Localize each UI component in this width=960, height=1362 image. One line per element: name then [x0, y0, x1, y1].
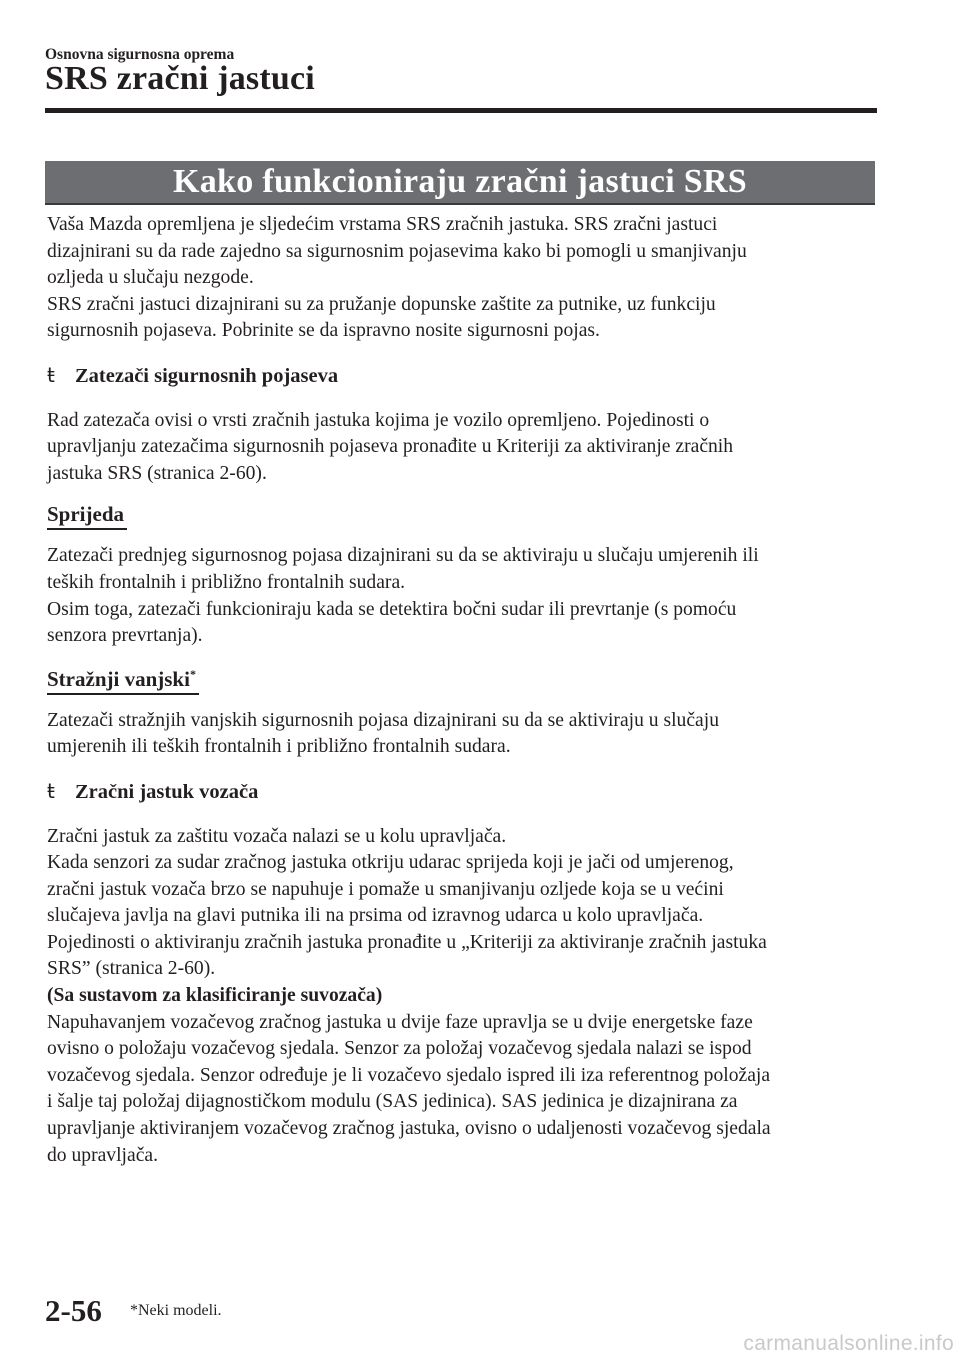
text-line: Vaša Mazda opremljena je sljedećim vrstama SRS zračnih jastuka. SRS zračni jastuci — [47, 214, 718, 235]
page-number: 2-56 — [45, 1293, 102, 1328]
subheading-text: Sprijeda — [47, 501, 127, 530]
text-line: SRS zračni jastuci dizajnirani su za pružanje dopunske zaštite za putnike, uz funkciju — [47, 293, 716, 315]
text-line: Kada senzori za sudar zračnog jastuka otkriju udarac sprijeda koji je jači od umjerenog, — [47, 852, 734, 874]
footnote: *Neki modeli. — [130, 1302, 222, 1319]
text-line: jastuka SRS (stranica 2-60). — [47, 462, 267, 484]
banner-title: Kako funkcioniraju zračni jastuci SRS — [172, 163, 748, 200]
content — [47, 212, 882, 1169]
pretensioner-paragraph — [47, 408, 882, 488]
text-line: SRS” (stranica 2-60). — [47, 958, 216, 980]
text-line: Osim toga, zatezači funkcioniraju kada se detektira bočni sudar ili prevrtanje (s pomoću — [47, 598, 737, 620]
driver-airbag-heading — [47, 778, 882, 806]
text-line: dizajnirani su da rade zajedno sa sigurnosnim pojasevima kako bi pomogli u smanjivanju — [47, 240, 747, 262]
front-paragraph — [47, 543, 882, 649]
page-title: SRS zračni jastuci — [45, 60, 315, 97]
subheading-rear-outboard — [47, 666, 882, 695]
text-line: upravljanju zatezačima sigurnosnih pojaseva pronađite u Kriteriji za aktiviranje zračnih — [47, 436, 734, 458]
text-line: ovisno o položaju vozačevog sjedala. Senzor za položaj vozačevog sjedala nalazi se ispod — [47, 1038, 752, 1060]
text-line: teških frontalnih i približno frontalnih sudara. — [47, 571, 406, 593]
text-line: i šalje taj položaj dijagnostičkom modulu (SAS jedinica). SAS jedinica je dizajnirana za — [47, 1091, 738, 1113]
text-line: ozljeda u slučaju nezgode. — [47, 267, 254, 289]
subheading-front — [47, 501, 882, 530]
bold-text-line: (Sa sustavom za klasificiranje suvozača) — [47, 985, 383, 1007]
text-line: Rad zatezača ovisi o vrsti zračnih jastuka kojima je vozilo opremljeno. Pojedinosti o — [47, 409, 710, 431]
text-line: Zračni jastuk za zaštitu vozača nalazi se u kolu upravljača. — [47, 825, 507, 847]
text-line: senzora prevrtanja). — [47, 625, 203, 647]
subheading-text — [47, 666, 199, 695]
text-line: Pojedinosti o aktiviranju zračnih jastuka pronađite u „Kriteriji za aktiviranje zračnih jastuka — [47, 931, 767, 953]
seatbelt-pretensioner-heading — [47, 362, 882, 390]
header-rule — [45, 108, 877, 113]
subheading-label: Stražnji vanjski — [47, 666, 190, 691]
driver-airbag-paragraph — [47, 824, 882, 1170]
text-line: Zatezači stražnjih vanjskih sigurnosnih pojasa dizajnirani su da se aktiviraju u slučaju — [47, 709, 719, 731]
footnote-asterisk: * — [189, 666, 196, 681]
section-banner — [45, 161, 875, 205]
intro-paragraph-1 — [47, 212, 882, 292]
rear-outboard-paragraph — [47, 708, 882, 761]
bullet-icon: ŧ — [47, 362, 55, 387]
text-line: upravljanje aktiviranjem vozačevog zračnog jastuka, ovisno o udaljenosti vozačevog sjedala — [47, 1118, 771, 1140]
text-line: Zatezači prednjeg sigurnosnog pojasa dizajnirani su da se aktiviraju u slučaju umjerenih ili — [47, 545, 759, 567]
text-line: sigurnosnih pojaseva. Pobrinite se da ispravno nosite sigurnosni pojas. — [47, 320, 600, 342]
heading-text: Zatezači sigurnosnih pojaseva — [75, 364, 339, 387]
text-line: slučajeva javlja na glavi putnika ili na prsima od izravnog udarca u kolo upravljača. — [47, 905, 704, 927]
text-line: vozačevog sjedala. Senzor određuje je li vozačevo sjedalo ispred ili iza referentnog položaja — [47, 1064, 771, 1086]
text-line: do upravljača. — [47, 1144, 158, 1166]
section-label: Osnovna sigurnosna oprema — [45, 46, 235, 63]
text-line: umjerenih ili teških frontalnih i približno frontalnih sudara. — [47, 736, 511, 758]
text-line: Napuhavanjem vozačevog zračnog jastuka u dvije faze upravlja se u dvije energetske faze — [47, 1011, 753, 1033]
intro-paragraph-2 — [47, 292, 882, 345]
text-line: zračni jastuk vozača brzo se napuhuje i pomaže u smanjivanju ozljede koja se u većini — [47, 878, 724, 900]
heading-text: Zračni jastuk vozača — [75, 780, 259, 803]
bullet-icon: ŧ — [47, 778, 55, 803]
watermark: carmanualsonline.info — [743, 1332, 954, 1355]
